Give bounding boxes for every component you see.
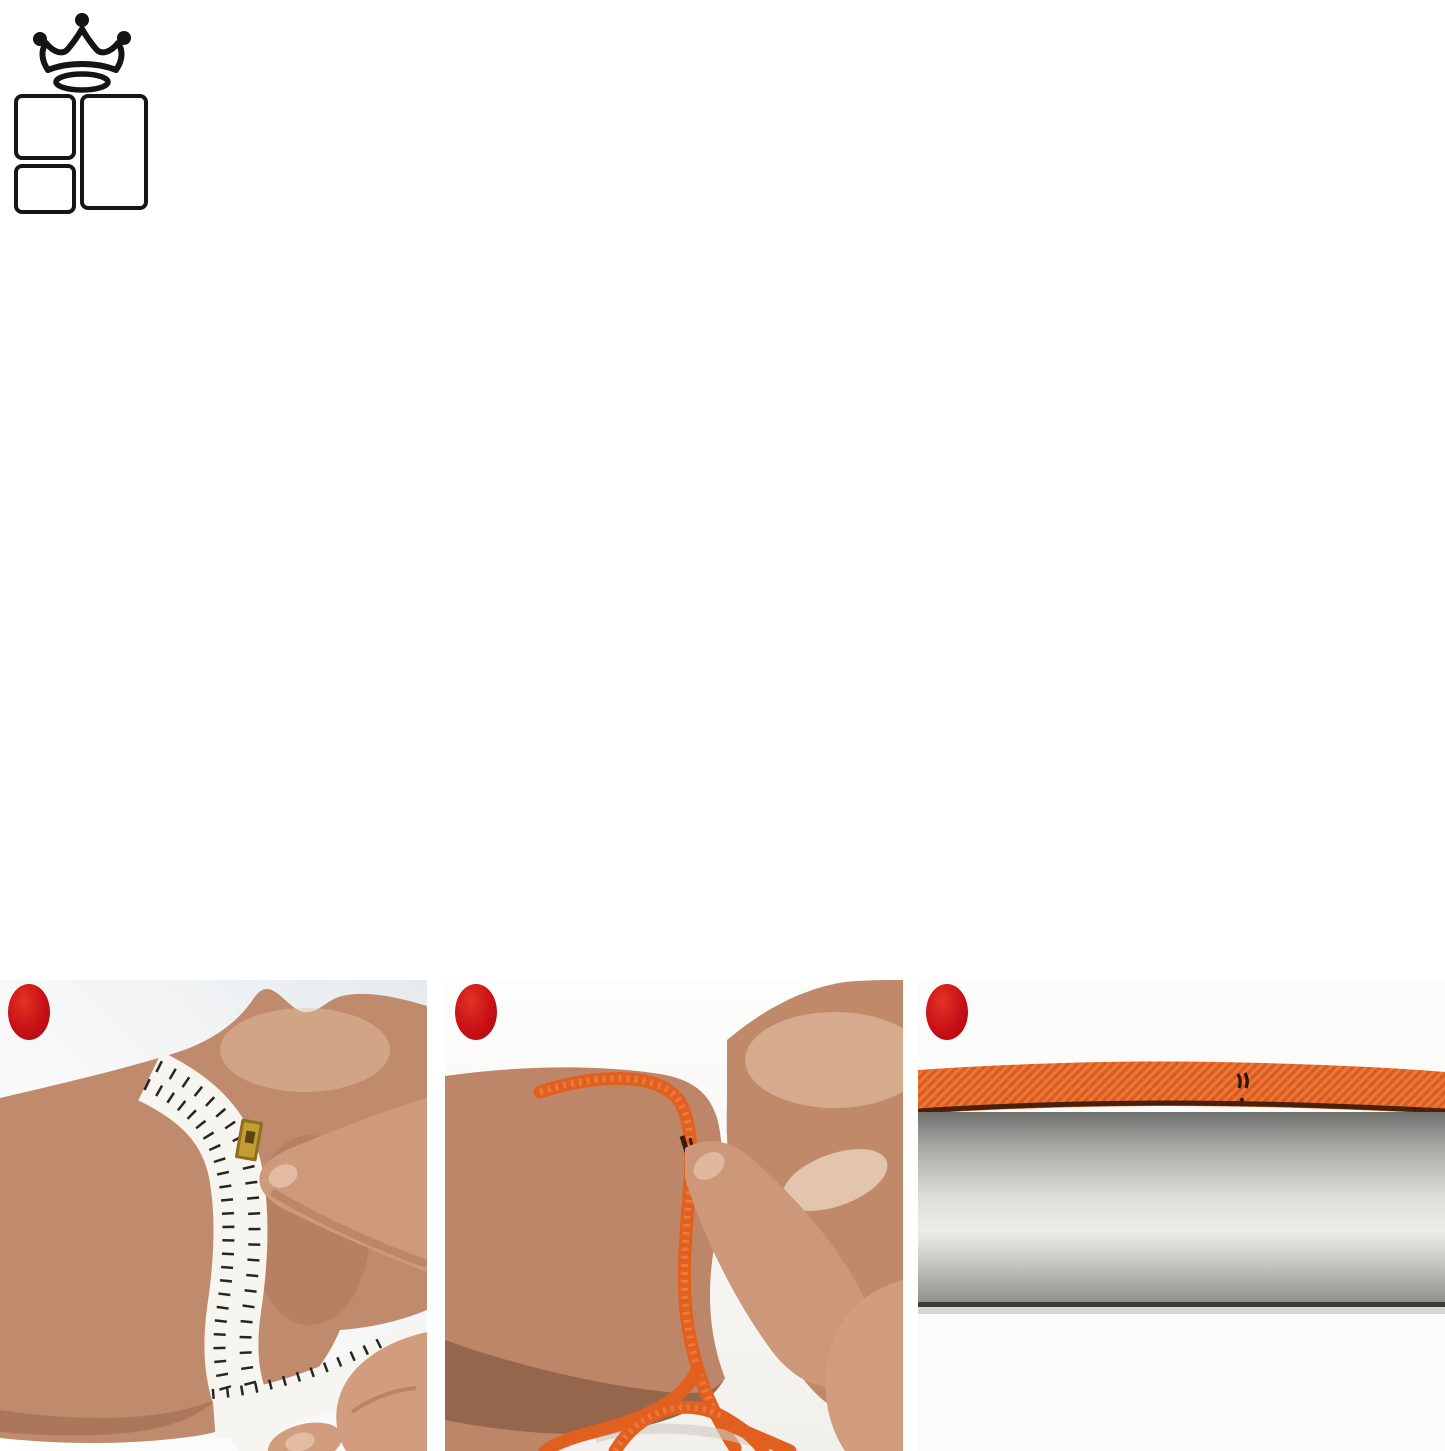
fm-monogram [14, 94, 148, 214]
photo-step2-string-around-wrist [445, 980, 903, 1451]
monogram-flower-box [14, 164, 76, 214]
step-badge-3 [926, 984, 968, 1040]
crown-icon [18, 8, 142, 94]
photo-step3-ruler-measurement [918, 980, 1445, 1451]
photo-step1-tape-measure [0, 980, 427, 1451]
monogram-m-box [80, 94, 148, 210]
step-badge-1 [8, 984, 50, 1040]
step-badge-2 [455, 984, 497, 1040]
monogram-f-box [14, 94, 76, 160]
steel-ruler [918, 1112, 1445, 1304]
